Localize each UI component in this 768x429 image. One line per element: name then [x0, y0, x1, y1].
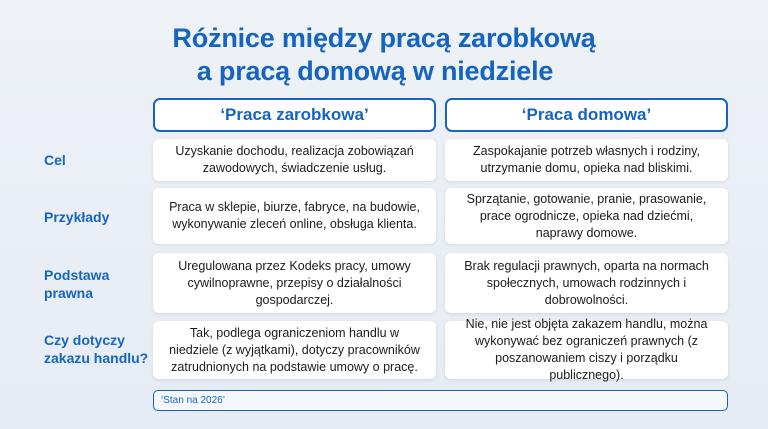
- page-title: [0, 22, 768, 88]
- cell-trade-ban-paid: Tak, podlega ograniczeniom handlu w niedziele (z wyjątkami), dotyczy pracowników zatrudnionych na podstawie umowy o pracę.: [153, 321, 436, 379]
- row-label-examples: Przykłady: [44, 209, 110, 225]
- row-label-goal: Cel: [44, 152, 66, 168]
- cell-trade-ban-home: Nie, nie jest objęta zakazem handlu, można wykonywać bez ograniczeń prawnych (z poszanowaniem ciszy i porządku publicznego).: [445, 321, 728, 379]
- row-label-legal-basis: Podstawa prawna: [44, 267, 110, 301]
- cell-examples-paid: Praca w sklepie, biurze, fabryce, na budowie, wykonywanie zleceń online, obsługa klienta.: [153, 188, 436, 244]
- title-line-2: a pracą domową w niedziele: [196, 56, 554, 86]
- cell-goal-paid: Uzyskanie dochodu, realizacja zobowiązań zawodowych, świadczenie usług.: [153, 139, 436, 181]
- title-line-1: Różnice między pracą zarobkową: [172, 23, 596, 53]
- column-header-paid-work: ‘Praca zarobkowa’: [153, 98, 436, 132]
- cell-legal-basis-home: Brak regulacji prawnych, oparta na normach społecznych, umowach rodzinnych i dobrowolności.: [445, 253, 728, 313]
- cell-goal-home: Zaspokajanie potrzeb własnych i rodziny, utrzymanie domu, opieka nad bliskimi.: [445, 139, 728, 181]
- footer-note: ‘Stan na 2026’: [153, 390, 728, 411]
- cell-examples-home: Sprzątanie, gotowanie, pranie, prasowanie, prace ogrodnicze, opieka nad dziećmi, naprawy domowe.: [445, 188, 728, 244]
- row-label-trade-ban: Czy dotyczy zakazu handlu?: [44, 332, 149, 366]
- cell-legal-basis-paid: Uregulowana przez Kodeks pracy, umowy cywilnoprawne, przepisy o działalności gospodarczej.: [153, 253, 436, 313]
- column-header-home-work: ‘Praca domowa’: [445, 98, 728, 132]
